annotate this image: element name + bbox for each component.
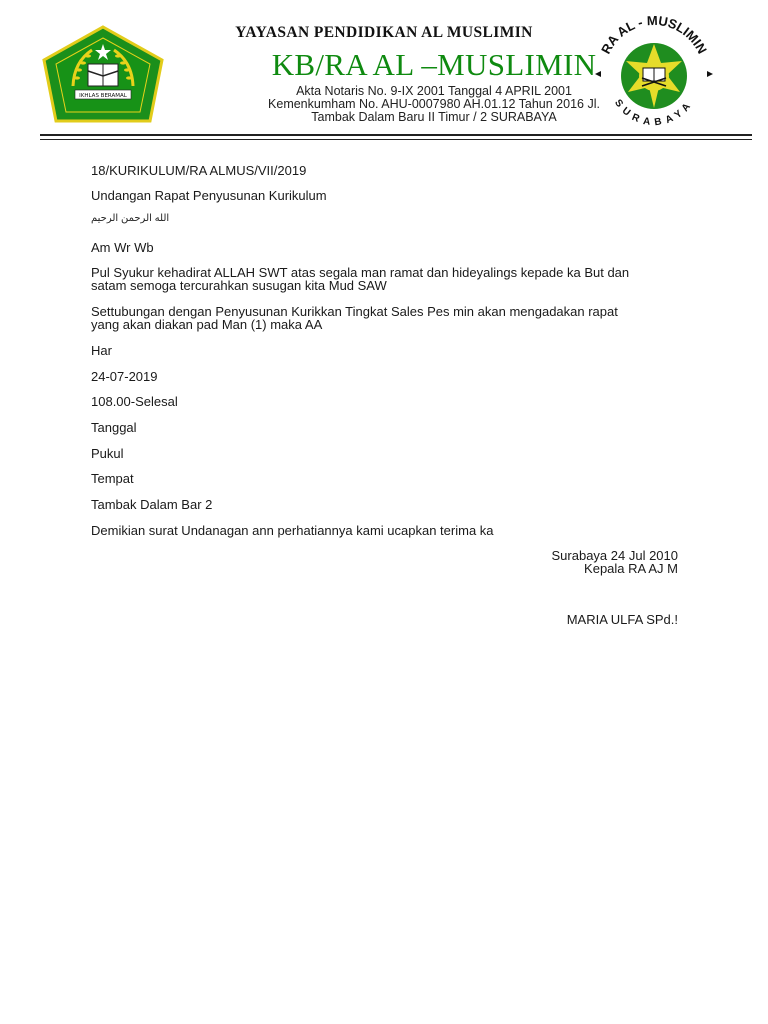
letter-subject: Undangan Rapat Penyusunan Kurikulum (91, 188, 327, 203)
opening-greeting: Am Wr Wb (91, 240, 154, 255)
letterhead-divider-thin (40, 139, 752, 140)
letterhead-divider-thick (40, 134, 752, 136)
paragraph-1-line-1: Pul Syukur kehadirat ALLAH SWT atas segala man ramat dan hideyalings kepade ka But dan (91, 265, 630, 280)
foundation-name: YAYASAN PENDIDIKAN AL MUSLIMIN (235, 24, 533, 41)
ministry-emblem-logo (40, 24, 166, 124)
school-seal-top-text: RA AL - MUSLIMIN (598, 14, 710, 57)
signature-title: Kepala RA AJ M (584, 561, 678, 576)
school-name: KB/RA AL –MUSLIMIN (271, 47, 597, 82)
signature-place-date: Surabaya 24 Jul 2010 (551, 548, 678, 563)
place-label: Tempat (91, 471, 134, 486)
paragraph-2-line-2: yang akan diakan pad Man (1) maka AA (91, 317, 323, 332)
letter-number: 18/KURIKULUM/RA ALMUS/VII/2019 (91, 163, 307, 178)
time-label: Pukul (91, 446, 124, 461)
day-label: Har (91, 343, 112, 358)
meeting-place: Tambak Dalam Bar 2 (91, 497, 213, 512)
closing-paragraph: Demikian surat Undanagan ann perhatiannya kami ucapkan terima ka (91, 523, 494, 538)
ministry-registration-line: Kemenkumham No. AHU-0007980 AH.01.12 Tahun 2016 Jl. (268, 97, 600, 111)
meeting-date: 24-07-2019 (91, 369, 158, 384)
date-label: Tanggal (91, 420, 137, 435)
signatory-name: MARIA ULFA SPd.! (566, 612, 678, 627)
basmalah-text: الله الرحمن الرحيم (91, 213, 170, 224)
notary-deed-line: Akta Notaris No. 9-IX 2001 Tanggal 4 APRIL 2001 (296, 84, 572, 98)
paragraph-1-line-2: satam semoga tercurahkan susugan kita Mud SAW (91, 278, 387, 293)
school-address-line: Tambak Dalam Baru II Timur / 2 SURABAYA (311, 110, 557, 124)
meeting-time: 108.00-Selesal (91, 394, 178, 409)
paragraph-2-line-1: Settubungan dengan Penyusunan Kurikkan Tingkat Sales Pes min akan mengadakan rapat (91, 304, 618, 319)
school-seal-bottom-text: SURABAYA (612, 97, 696, 129)
ministry-emblem-banner: IKHLAS BERAMAL (79, 93, 127, 99)
